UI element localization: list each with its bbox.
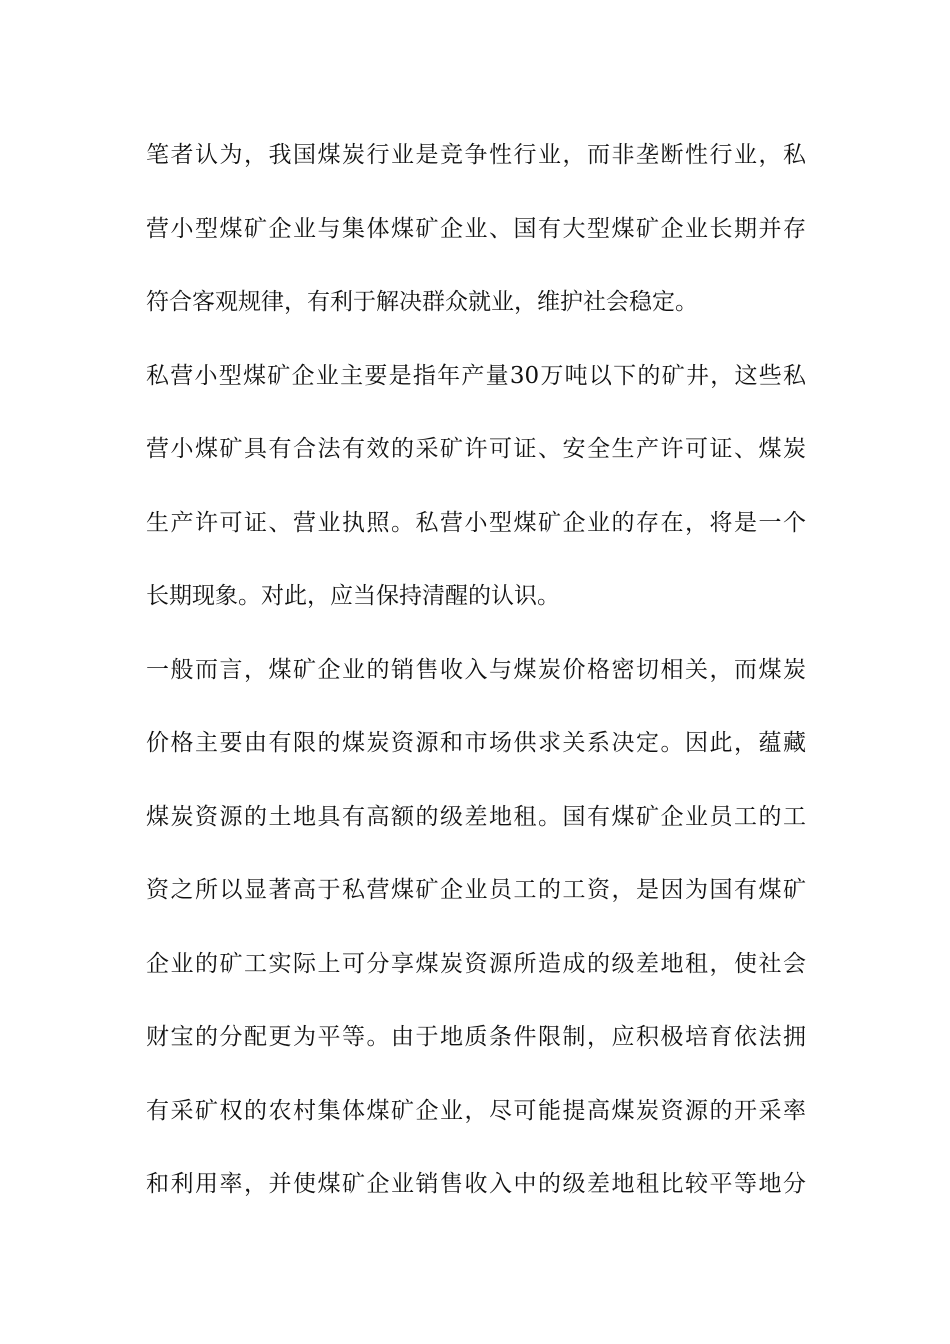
text-line-13: 财宝的分配更为平等。由于地质条件限制，应积极培育依法拥 <box>146 1024 806 1050</box>
body-text <box>146 130 806 1233</box>
text-line-9: 价格主要由有限的煤炭资源和市场供求关系决定。因此，蕴藏 <box>146 730 806 756</box>
text-line-5: 营小煤矿具有合法有效的采矿许可证、安全生产许可证、煤炭 <box>146 436 806 462</box>
text-line-8: 一般而言，煤矿企业的销售收入与煤炭价格密切相关，而煤炭 <box>146 656 806 683</box>
text-line-3: 符合客观规律，有利于解决群众就业，维护社会稳定。 <box>146 289 698 315</box>
text-line-2: 营小型煤矿企业与集体煤矿企业、国有大型煤矿企业长期并存 <box>146 215 806 242</box>
text-line-11: 资之所以显著高于私营煤矿企业员工的工资，是因为国有煤矿 <box>146 877 806 903</box>
text-line-10: 煤炭资源的土地具有高额的级差地租。国有煤矿企业员工的工 <box>146 803 806 830</box>
text-line-15: 和利用率，并使煤矿企业销售收入中的级差地租比较平等地分 <box>146 1171 806 1197</box>
text-line-6: 生产许可证、营业执照。私营小型煤矿企业的存在，将是一个 <box>146 509 806 536</box>
text-line-14: 有采矿权的农村集体煤矿企业，尽可能提高煤炭资源的开采率 <box>146 1097 806 1124</box>
text-line-7: 长期现象。对此，应当保持清醒的认识。 <box>146 583 560 609</box>
text-line-4: 私营小型煤矿企业主要是指年产量30万吨以下的矿井，这些私 <box>146 362 806 389</box>
text-line-1: 笔者认为，我国煤炭行业是竞争性行业，而非垄断性行业，私 <box>146 142 806 168</box>
text-line-12: 企业的矿工实际上可分享煤炭资源所造成的级差地租，使社会 <box>146 950 806 977</box>
